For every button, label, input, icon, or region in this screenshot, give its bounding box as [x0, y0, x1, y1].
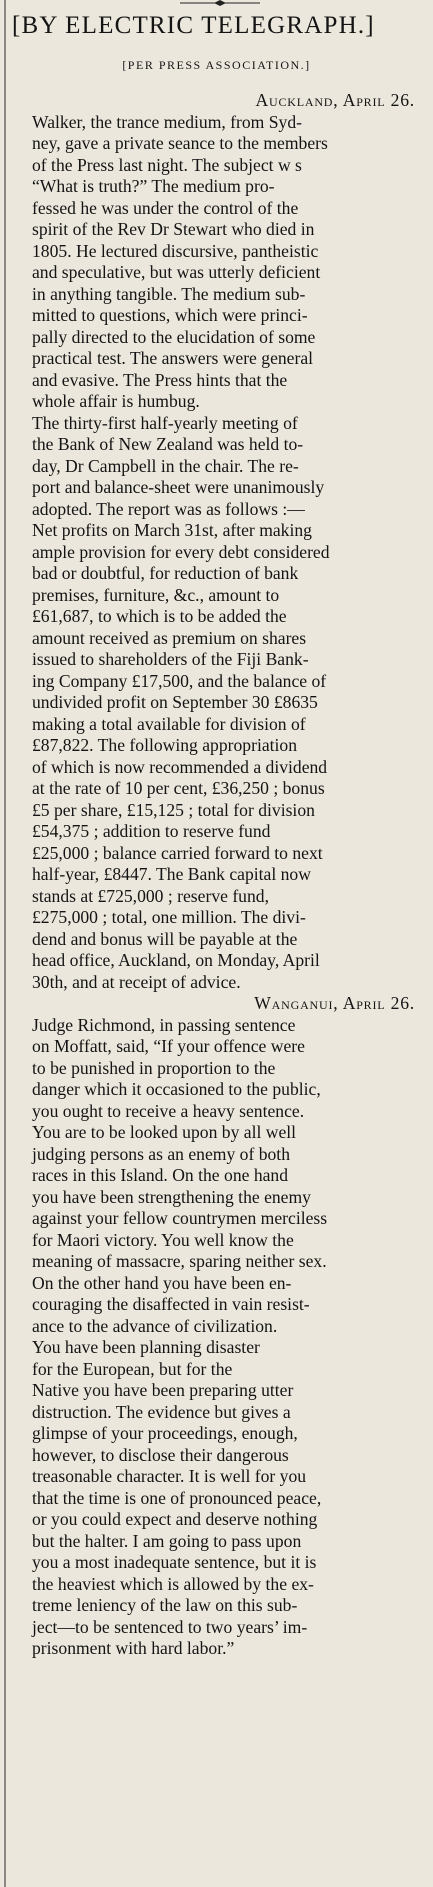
ornament-rule: [180, 0, 260, 6]
text-line: practical test. The answers were general: [32, 348, 314, 368]
text-line: of which is now recommended a dividend: [32, 756, 328, 777]
text-line: 30th, and at receipt of advice.: [32, 971, 241, 992]
text-line: the heaviest which is allowed by the ex-: [32, 1573, 314, 1594]
paragraph-judge-richmond: [14, 1015, 433, 1660]
text-line: whole affair is humbug.: [32, 391, 200, 411]
text-line: adopted. The report was as follows :—: [32, 498, 305, 519]
text-line: Net profits on March 31st, after making: [32, 520, 312, 540]
text-line: against your fellow countrymen merciless: [32, 1208, 328, 1228]
text-line: or you could expect and deserve nothing: [32, 1509, 318, 1529]
text-line: Walker, the trance medium, from Syd-: [32, 111, 303, 132]
text-line: couraging the disaffected in vain resist-: [32, 1294, 310, 1314]
text-line: bad or doubtful, for reduction of bank: [32, 563, 299, 583]
column-rule: [4, 0, 6, 1887]
text-line: £54,375 ; addition to reserve fund: [32, 821, 271, 841]
text-line: £61,687, to which is to be added the: [32, 606, 287, 626]
text-line: undivided profit on September 30 £8635: [32, 692, 318, 712]
text-line: but the halter. I am going to pass upon: [32, 1530, 302, 1551]
paragraph-trance-medium: [14, 112, 433, 413]
text-line: £25,000 ; balance carried forward to next: [32, 842, 323, 863]
text-line: amount received as premium on shares: [32, 627, 307, 648]
text-line: stands at £725,000 ; reserve fund,: [32, 885, 269, 906]
text-line: distruction. The evidence but gives a: [32, 1401, 291, 1422]
article-body: [14, 90, 433, 1660]
text-line: for Maori victory. You well know the: [32, 1229, 294, 1250]
text-line: you a most inadequate sentence, but it is: [32, 1552, 317, 1572]
text-line: glimpse of your proceedings, enough,: [32, 1423, 298, 1443]
text-line: meaning of massacre, sparing neither sex.: [32, 1251, 327, 1271]
text-line: Native you have been preparing utter: [32, 1380, 294, 1400]
text-line: You have been planning disaster: [32, 1337, 260, 1357]
text-line: On the other hand you have been en-: [32, 1272, 292, 1293]
text-line: races in this Island. On the one hand: [32, 1165, 289, 1185]
dateline-auckland: Auckland, April 26.: [255, 90, 415, 110]
text-line: and evasive. The Press hints that the: [32, 369, 288, 390]
text-line: ance to the advance of civilization.: [32, 1315, 278, 1336]
text-line: The thirty-first half-yearly meeting of: [32, 412, 298, 433]
paragraph-bank-meeting: [14, 413, 433, 994]
text-line: ample provision for every debt considered: [32, 541, 330, 562]
text-line: however, to disclose their dangerous: [32, 1444, 289, 1465]
text-line: £275,000 ; total, one million. The divi-: [32, 907, 306, 927]
dateline-wanganui: Wanganui, April 26.: [254, 993, 415, 1013]
text-line: treasonable character. It is well for you: [32, 1466, 307, 1486]
text-line: and speculative, but was utterly deficient: [32, 262, 321, 282]
text-line: half-year, £8447. The Bank capital now: [32, 864, 311, 884]
text-line: day, Dr Campbell in the chair. The re-: [32, 455, 299, 476]
text-line: fessed he was under the control of the: [32, 197, 299, 218]
text-line: treme leniency of the law on this sub-: [32, 1595, 298, 1615]
text-line: Judge Richmond, in passing sentence: [32, 1014, 296, 1035]
text-line: at the rate of 10 per cent, £36,250 ; bonus: [32, 778, 325, 798]
text-line: mitted to questions, which were princi-: [32, 305, 308, 325]
text-line: you ought to receive a heavy sentence.: [32, 1100, 305, 1121]
text-line: of the Press last night. The subject w s: [32, 154, 302, 175]
text-line: issued to shareholders of the Fiji Bank-: [32, 649, 309, 669]
text-line: 1805. He lectured discursive, pantheistic: [32, 240, 319, 261]
text-line: ject—to be sentenced to two years’ im-: [32, 1616, 308, 1637]
text-line: “What is truth?” The medium pro-: [32, 176, 275, 196]
text-line: ing Company £17,500, and the balance of: [32, 670, 327, 691]
text-line: danger which it occasioned to the public,: [32, 1079, 321, 1099]
agency-credit: [PER PRESS ASSOCIATION.]: [122, 58, 311, 72]
text-line: pally directed to the elucidation of some: [32, 326, 316, 347]
text-line: ney, gave a private seance to the members: [32, 133, 328, 153]
text-line: prisonment with hard labor.”: [32, 1638, 235, 1658]
headline: [BY ELECTRIC TELEGRAPH.]: [12, 12, 375, 39]
text-line: judging persons as an enemy of both: [32, 1143, 290, 1164]
text-line: in anything tangible. The medium sub-: [32, 283, 306, 304]
text-line: £87,822. The following appropriation: [32, 735, 298, 755]
text-line: to be punished in proportion to the: [32, 1057, 276, 1078]
text-line: port and balance-sheet were unanimously: [32, 477, 325, 497]
text-line: You are to be looked upon by all well: [32, 1122, 297, 1142]
text-line: spirit of the Rev Dr Stewart who died in: [32, 219, 315, 239]
text-line: for the European, but for the: [32, 1358, 233, 1379]
text-line: dend and bonus will be payable at the: [32, 928, 298, 949]
text-line: that the time is one of pronounced peace,: [32, 1487, 322, 1508]
text-line: head office, Auckland, on Monday, April: [32, 950, 320, 970]
text-line: £5 per share, £15,125 ; total for division: [32, 799, 315, 820]
text-line: making a total available for division of: [32, 713, 306, 734]
text-line: you have been strengthening the enemy: [32, 1186, 311, 1207]
text-line: the Bank of New Zealand was held to-: [32, 434, 304, 454]
text-line: on Moffatt, said, “If your offence were: [32, 1036, 305, 1056]
text-line: premises, furniture, &c., amount to: [32, 584, 280, 605]
